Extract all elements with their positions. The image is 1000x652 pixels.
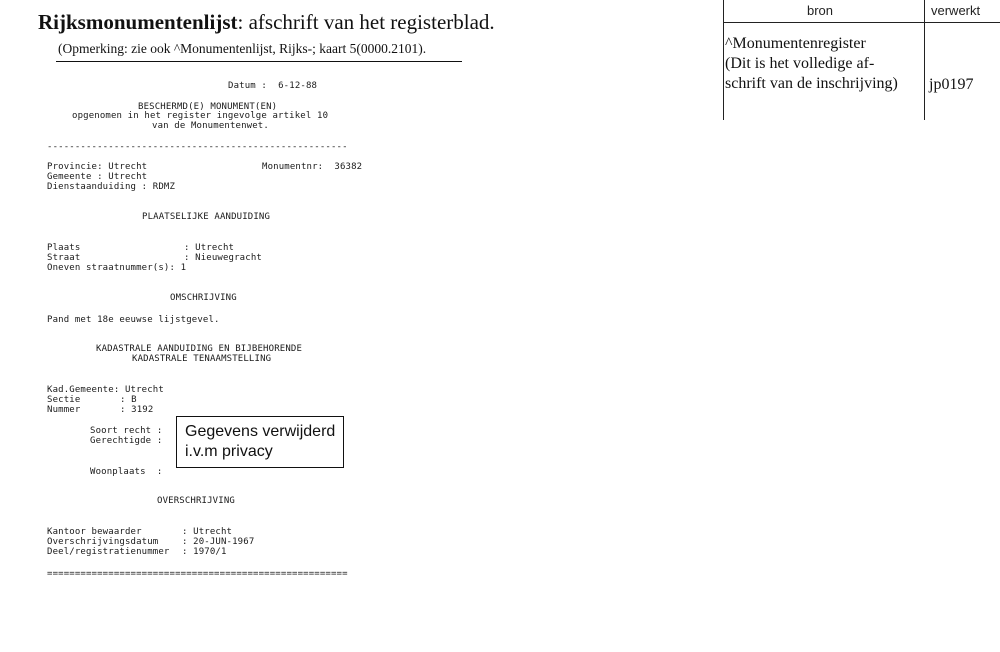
nummer-value: : 3192 (120, 405, 154, 415)
record-heading-1: BESCHERMD(E) MONUMENT(EN) (138, 102, 278, 112)
deel-registratienummer-value: : 1970/1 (182, 547, 227, 557)
straat-value: : Nieuwegracht (184, 253, 262, 263)
record-heading-2: opgenomen in het register ingevolge artikel 10 (72, 111, 329, 121)
provincie-field: Provincie: Utrecht (47, 162, 148, 172)
plaats-value: : Utrecht (184, 243, 235, 253)
header-divider (56, 61, 462, 62)
monumentnr-field: Monumentnr: 36382 (262, 162, 363, 172)
privacy-line-1: Gegevens verwijderd (185, 423, 336, 440)
section-kadastrale-2: KADASTRALE TENAAMSTELLING (132, 354, 272, 364)
dash-divider: ------------------------------------------------------ (47, 142, 348, 152)
overschrijvingsdatum-label: Overschrijvingsdatum (47, 537, 159, 547)
page-title (38, 10, 495, 35)
sectie-label: Sectie (47, 395, 81, 405)
oneven-straatnummer-field: Oneven straatnummer(s): 1 (47, 263, 187, 273)
equals-divider: ====================================================== (47, 569, 348, 579)
verwerkt-value: jp0197 (929, 76, 974, 93)
omschrijving-text: Pand met 18e eeuwse lijstgevel. (47, 315, 220, 325)
woonplaats-label: Woonplaats : (90, 467, 163, 477)
record-date: Datum : 6-12-88 (228, 81, 318, 91)
straat-label: Straat (47, 253, 81, 263)
section-plaatselijke-aanduiding: PLAATSELIJKE AANDUIDING (142, 212, 271, 222)
dienstaanduiding-field: Dienstaanduiding : RDMZ (47, 182, 176, 192)
bron-line-3: schrift van de inschrijving) (725, 75, 898, 92)
nummer-label: Nummer (47, 405, 81, 415)
section-omschrijving: OMSCHRIJVING (170, 293, 237, 303)
table-column-divider (924, 0, 925, 120)
soort-recht-label: Soort recht : (90, 426, 163, 436)
page-title-rest: : afschrift van het registerblad. (237, 10, 495, 34)
remark-note: (Opmerking: zie ook ^Monumentenlijst, Rijks-; kaart 5(0000.2101). (58, 41, 427, 56)
gerechtigde-label: Gerechtigde : (90, 436, 163, 446)
bron-line-1: ^Monumentenregister (725, 35, 866, 52)
kad-gemeente-field: Kad.Gemeente: Utrecht (47, 385, 164, 395)
privacy-redaction-box (176, 416, 344, 468)
kantoor-label: Kantoor bewaarder (47, 527, 142, 537)
source-table (723, 0, 1000, 120)
section-kadastrale-1: KADASTRALE AANDUIDING EN BIJBEHORENDE (96, 344, 303, 354)
section-overschrijving: OVERSCHRIJVING (157, 496, 235, 506)
plaats-label: Plaats (47, 243, 81, 253)
bron-line-2: (Dit is het volledige af- (725, 55, 875, 72)
col-header-bron: bron (807, 3, 834, 18)
privacy-line-2: i.v.m privacy (185, 443, 273, 460)
table-header-divider (723, 22, 1000, 23)
sectie-value: : B (120, 395, 137, 405)
table-left-border (723, 0, 724, 120)
deel-registratienummer-label: Deel/registratienummer (47, 547, 170, 557)
overschrijvingsdatum-value: : 20-JUN-1967 (182, 537, 255, 547)
page-title-bold: Rijksmonumentenlijst (38, 10, 238, 34)
kantoor-value: : Utrecht (182, 527, 233, 537)
col-header-verwerkt: verwerkt (931, 3, 981, 18)
gemeente-field: Gemeente : Utrecht (47, 172, 148, 182)
record-heading-3: van de Monumentenwet. (152, 121, 269, 131)
